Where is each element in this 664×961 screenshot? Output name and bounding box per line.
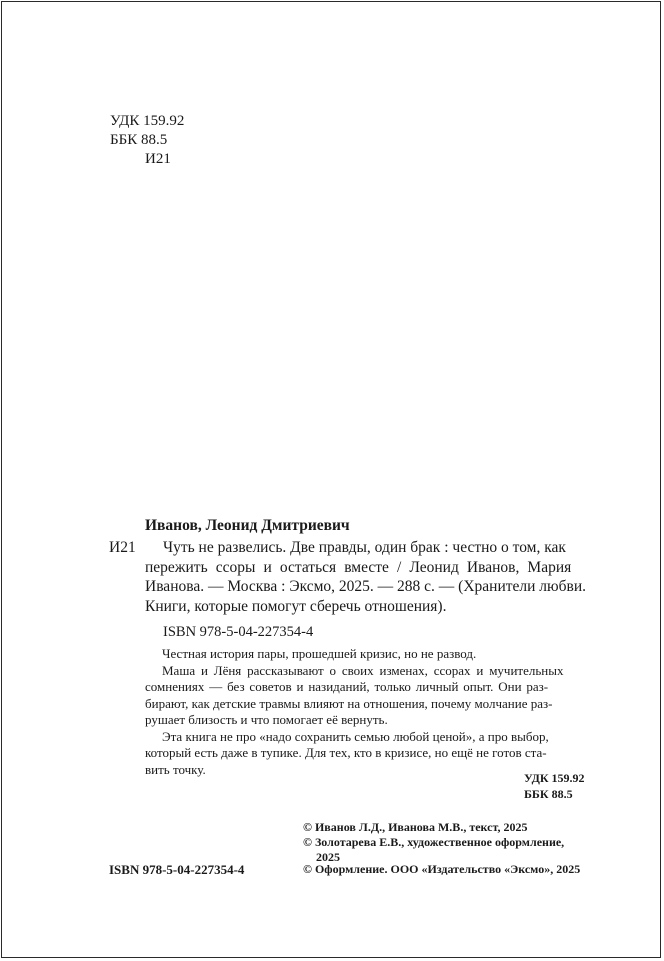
catalog-author-mark: И21 <box>109 539 136 556</box>
page-border <box>1 1 661 958</box>
annotation-line: рушает близость и что помогает её вернуть. <box>145 712 388 727</box>
top-udk-code: УДК 159.92 <box>110 113 185 129</box>
annotation-line: вить точку. <box>145 761 206 777</box>
copyright-line: © Оформление. ООО «Издательство «Эксмо», 2025 <box>303 862 581 876</box>
top-bbk-code: ББК 88.5 <box>110 132 168 148</box>
catalog-description-line: Книги, которые помогут сберечь отношения). <box>145 597 447 615</box>
annotation-line: Эта книга не про «надо сохранить семью любой ценой», а про выбор, <box>162 728 549 744</box>
copyright-line: 2025 <box>316 850 340 864</box>
annotation-line: Честная история пары, прошедшей кризис, но не развод. <box>162 646 477 661</box>
copyright-line: © Золотарева Е.В., художественное оформление, <box>303 835 565 849</box>
annotation-line: сомнениях — без советов и назиданий, только личный опыт. Они раз- <box>145 679 549 694</box>
bottom-isbn: ISBN 978-5-04-227354-4 <box>109 862 245 877</box>
top-author-mark: И21 <box>145 151 171 167</box>
catalog-description-line: пережить ссоры и остаться вместе / Леонид Иванов, Мария <box>145 558 572 576</box>
catalog-description-line: Чуть не развелись. Две правды, один брак : честно о том, как <box>163 539 566 556</box>
bottom-udk-code: УДК 159.92 <box>524 771 585 785</box>
copyright-line: © Иванов Л.Д., Иванова М.В., текст, 2025 <box>303 820 528 834</box>
bottom-bbk-code: ББК 88.5 <box>524 787 573 801</box>
catalog-isbn: ISBN 978-5-04-227354-4 <box>163 624 314 640</box>
annotation-line: Маша и Лёня рассказывают о своих изменах, ссорах и мучительных <box>162 662 564 678</box>
annotation-line: бирают, как детские травмы влияют на отношения, почему молчание раз- <box>145 695 553 711</box>
catalog-author: Иванов, Леонид Дмитриевич <box>145 517 350 534</box>
catalog-description-line: Иванова. — Москва : Эксмо, 2025. — 288 с. — (Хранители любви. <box>145 578 586 595</box>
annotation-line: который есть даже в тупике. Для тех, кто в кризисе, но ещё не готов ста- <box>145 745 547 760</box>
